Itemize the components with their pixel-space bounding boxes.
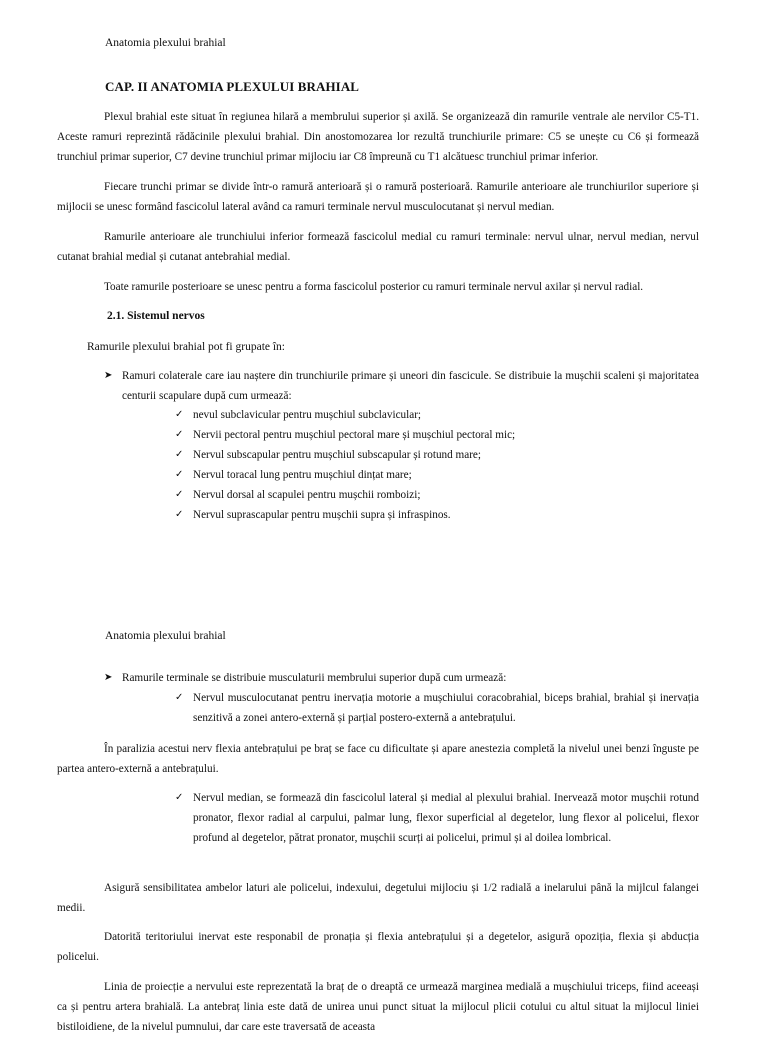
check-list-item: ✓ Nervul dorsal al scapulei pentru mușchii romboizi;	[175, 485, 699, 505]
lead-text: Ramurile plexului brahial pot fi grupate în:	[87, 341, 286, 353]
checkmark-icon: ✓	[175, 489, 184, 500]
paragraph: Datorită teritoriului inervat este responabil de pronația și flexia antebrațului și a degetelor, asigură opoziția, flexia și abducția policelui.	[57, 931, 699, 963]
check-list-item: ✓ Nervul subscapular pentru mușchiul subscapular și rotund mare;	[175, 445, 699, 465]
chapter-title: CAP. II ANATOMIA PLEXULUI BRAHIAL	[105, 79, 360, 94]
paragraph: Toate ramurile posterioare se unesc pentru a forma fascicolul posterior cu ramuri terminale nervul axilar și nervul radial.	[104, 281, 644, 293]
checkmark-icon: ✓	[175, 792, 184, 803]
check-list-item: ✓ Nervul suprascapular pentru mușchii supra și infraspinos.	[175, 505, 699, 525]
check-list-item: ✓ Nervul median, se formează din fascicolul lateral și medial al plexului brahial. Inervează motor mușchii rotund pronator, flexor radial al carpului, palmar lung, flexor superficial al degetelor, lung flexor al policelui, flexor profund al degetelor, pătrat pronator, mușchii scurți ai policelui, primul și al doilea lombrical.	[175, 788, 699, 848]
arrow-bullet-icon: ➤	[104, 672, 113, 683]
checkmark-icon: ✓	[175, 449, 184, 460]
checkmark-icon: ✓	[175, 692, 184, 703]
paragraph: În paralizia acestui nerv flexia antebrațului pe braț se face cu dificultate și apare anestezia completă la nivelul unei benzi înguste pe partea antero-externă a antebrațului.	[57, 743, 699, 775]
arrow-bullet-item: ➤ Ramurile terminale se distribuie musculaturii membrului superior după cum urmează:	[104, 668, 699, 688]
checkmark-icon: ✓	[175, 409, 184, 420]
checkmark-icon: ✓	[175, 509, 184, 520]
checkmark-icon: ✓	[175, 429, 184, 440]
running-header: Anatomia plexului brahial	[105, 37, 226, 49]
check-list-item: ✓ nevul subclavicular pentru mușchiul subclavicular;	[175, 405, 699, 425]
arrow-bullet-item: ➤ Ramuri colaterale care iau naștere din trunchiurile primare și uneori din fascicule. Se distribuie la mușchii scaleni și majoritatea centurii scapulare după cum urmează:	[104, 366, 699, 406]
check-list	[175, 405, 699, 525]
check-list-item: ✓ Nervul toracal lung pentru mușchiul dințat mare;	[175, 465, 699, 485]
paragraph: Ramurile anterioare ale trunchiului inferior formează fascicolul medial cu ramuri terminale: nervul ulnar, nervul median, nervul cutanat brahial medial și cutanat antebrahial medial.	[57, 231, 699, 263]
check-list	[175, 788, 699, 848]
checkmark-icon: ✓	[175, 469, 184, 480]
paragraph: Linia de proiecție a nervului este reprezentată la braț de o dreaptă ce urmează marginea medială a mușchiului triceps, fiind aceeași ca și pentru artera brahială. La antebraț linia este dată de unirea unui punct situat la mijlocul plicii cotului cu altul situat la mijlocul liniei bistiloidiene, de la nivelul pumnului, dar care este traversată de aceasta	[57, 981, 699, 1033]
running-header: Anatomia plexului brahial	[105, 630, 226, 642]
check-list-item: ✓ Nervul musculocutanat pentru inervația motorie a mușchiului coracobrahial, biceps brahial, brahial și inervația senzitivă a zonei antero-externă și parțial postero-externă a antebrațului.	[175, 688, 699, 728]
check-list-item: ✓ Nervii pectoral pentru mușchiul pectoral mare și mușchiul pectoral mic;	[175, 425, 699, 445]
paragraph: Plexul brahial este situat în regiunea hilară a membrului superior și axilă. Se organizează din ramurile ventrale ale nervilor C5-T1. Aceste ramuri reprezintă rădăcinile plexului brahial. Din anostomozarea lor rezultă trunchiurile primare: C5 se unește cu C6 și formează trunchiul primar superior, C7 devine trunchiul primar mijlociu iar C8 împreună cu T1 alcătuesc trunchiul primar inferior.	[57, 111, 699, 163]
check-list	[175, 688, 699, 728]
paragraph: Fiecare trunchi primar se divide într-o ramură anterioară și o ramură posterioară. Ramurile anterioare ale trunchiurilor superiore și mijlocii se unesc formând fascicolul lateral având ca ramuri terminale nervul musculocutanat și nervul median.	[57, 181, 699, 213]
paragraph: Asigură sensibilitatea ambelor laturi ale policelui, indexului, degetului mijlociu și 1/2 radială a inelarului până la mijlcul falangei medii.	[57, 882, 699, 914]
arrow-bullet-icon: ➤	[104, 370, 113, 381]
section-heading: 2.1. Sistemul nervos	[107, 310, 205, 322]
